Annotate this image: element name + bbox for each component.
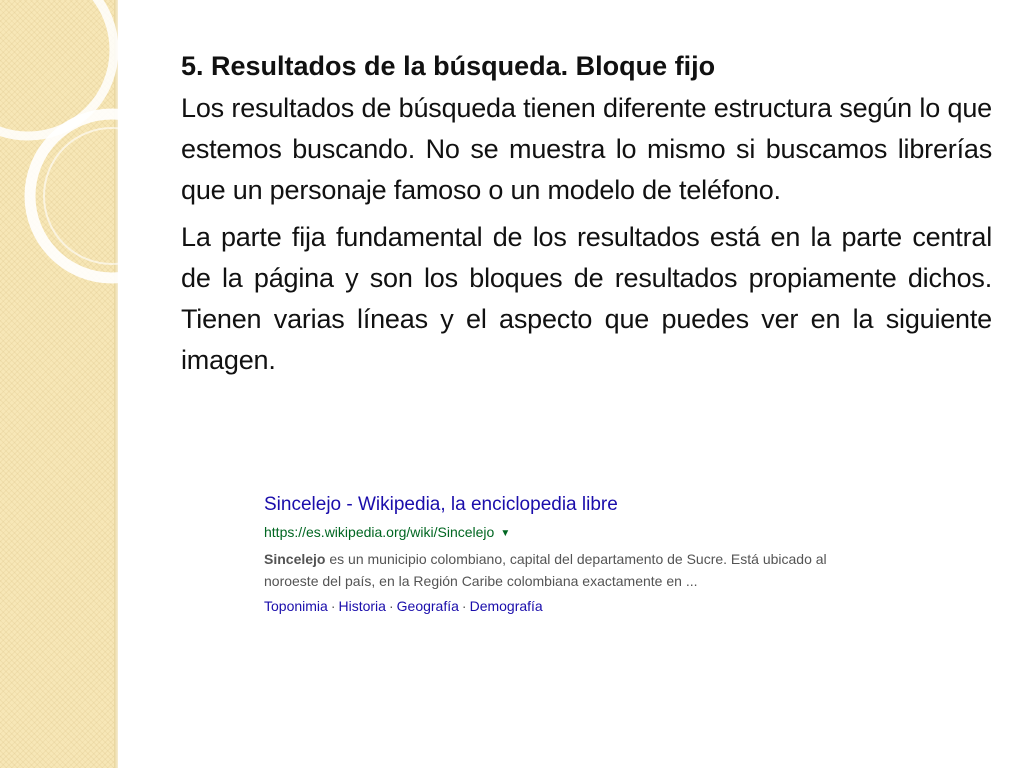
sitelink-geografia[interactable]: Geografía [396, 598, 459, 614]
side-texture-band [0, 0, 114, 768]
slide-heading: 5. Resultados de la búsqueda. Bloque fijo [181, 51, 716, 81]
link-separator: · [330, 598, 336, 614]
url-dropdown-arrow-icon[interactable]: ▼ [500, 528, 511, 539]
paragraph-2: La parte fija fundamental de los resultados está en la parte central de la página y son los bloques de resultados propiamente dichos. Tienen varias líneas y el aspecto que puedes ver en la siguiente imagen. [181, 222, 992, 375]
sitelink-historia[interactable]: Historia [338, 598, 386, 614]
sitelink-toponimia[interactable]: Toponimia [264, 598, 328, 614]
result-url-row [264, 524, 510, 540]
search-result-image [256, 486, 866, 626]
snippet-bold-term: Sincelejo [264, 551, 326, 567]
sitelink-demografia[interactable]: Demografía [469, 598, 543, 614]
side-band-edge [114, 0, 118, 768]
result-snippet [264, 548, 864, 592]
slide-content [181, 46, 992, 387]
result-sitelinks [264, 598, 543, 614]
link-separator: · [388, 598, 394, 614]
paragraph-1: Los resultados de búsqueda tienen diferente estructura según lo que estemos buscando. No se muestra lo mismo si buscamos librerías que un personaje famoso o un modelo de teléfono. [181, 93, 992, 205]
result-title-link[interactable]: Sincelejo - Wikipedia, la enciclopedia libre [264, 494, 618, 515]
link-separator: · [461, 598, 467, 614]
snippet-text: es un municipio colombiano, capital del departamento de Sucre. Está ubicado al noroeste del país, en la Región Caribe colombiana exactamente en ... [264, 551, 827, 589]
result-url[interactable]: https://es.wikipedia.org/wiki/Sincelejo [264, 524, 495, 540]
